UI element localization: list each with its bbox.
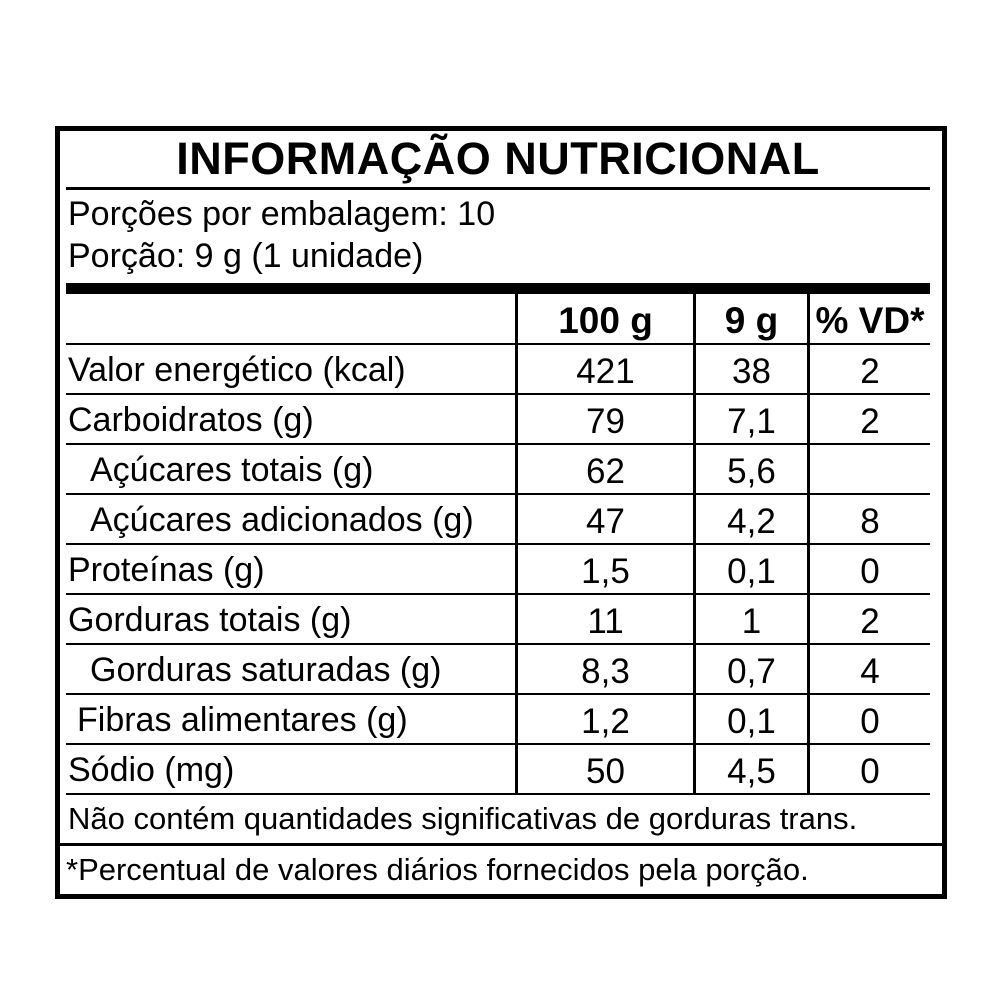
value-percent-dv: 2 <box>807 345 930 393</box>
serving-size: Porção: 9 g (1 unidade) <box>68 237 424 275</box>
value-per-100g: 8,3 <box>515 645 693 693</box>
value-per-serving: 0,1 <box>693 695 807 743</box>
serving-info <box>66 190 930 283</box>
value-per-serving: 0,7 <box>693 645 807 693</box>
panel-content <box>60 131 942 894</box>
value-percent-dv <box>807 445 930 493</box>
header-per-100g: 100 g <box>515 294 693 343</box>
value-per-100g: 11 <box>515 595 693 643</box>
nutrient-name: Carboidratos (g) <box>68 401 314 439</box>
table-row-carboidratos <box>66 393 930 443</box>
nutrient-name: Proteínas (g) <box>68 551 265 589</box>
value-percent-dv: 2 <box>807 595 930 643</box>
value-per-100g: 47 <box>515 495 693 543</box>
value-per-100g: 1,5 <box>515 545 693 593</box>
nutrition-facts-panel <box>55 126 947 899</box>
header-percent-dv: % VD* <box>807 294 930 343</box>
value-per-100g: 1,2 <box>515 695 693 743</box>
servings-per-package: Porções por embalagem: 10 <box>68 195 496 233</box>
value-per-serving: 4,2 <box>693 495 807 543</box>
value-percent-dv: 0 <box>807 745 930 793</box>
trans-fat-note: Não contém quantidades significativas de gorduras trans. <box>66 793 930 843</box>
nutrient-name: Açúcares adicionados (g) <box>90 501 474 539</box>
value-per-serving: 0,1 <box>693 545 807 593</box>
table-row-fibras-alimentares <box>66 693 930 743</box>
value-per-serving: 1 <box>693 595 807 643</box>
value-percent-dv: 2 <box>807 395 930 443</box>
value-percent-dv: 8 <box>807 495 930 543</box>
header-nutrient-column <box>66 294 515 343</box>
value-per-serving: 7,1 <box>693 395 807 443</box>
nutrient-name: Açúcares totais (g) <box>90 451 374 489</box>
value-per-serving: 4,5 <box>693 745 807 793</box>
header-per-serving: 9 g <box>693 294 807 343</box>
table-row-gorduras-totais <box>66 593 930 643</box>
table-row-proteinas <box>66 543 930 593</box>
thick-divider-bar <box>66 283 930 294</box>
nutrient-name: Gorduras saturadas (g) <box>90 651 442 689</box>
table-row-gorduras-saturadas <box>66 643 930 693</box>
table-row-sodio <box>66 743 930 793</box>
nutrient-name: Fibras alimentares (g) <box>77 701 408 739</box>
table-header-row <box>66 294 930 343</box>
table-row-acucares-totais <box>66 443 930 493</box>
value-percent-dv: 0 <box>807 545 930 593</box>
value-percent-dv: 4 <box>807 645 930 693</box>
value-per-serving: 5,6 <box>693 445 807 493</box>
table-row-acucares-adicionados <box>66 493 930 543</box>
table-row-valor-energetico <box>66 343 930 393</box>
value-per-100g: 62 <box>515 445 693 493</box>
value-per-100g: 50 <box>515 745 693 793</box>
daily-value-footnote: *Percentual de valores diários fornecidos pela porção. <box>66 852 809 887</box>
nutrient-name: Valor energético (kcal) <box>68 351 406 389</box>
nutrient-name: Sódio (mg) <box>68 751 235 789</box>
value-percent-dv: 0 <box>807 695 930 743</box>
value-per-serving: 38 <box>693 345 807 393</box>
nutrient-name: Gorduras totais (g) <box>68 601 352 639</box>
panel-title: INFORMAÇÃO NUTRICIONAL <box>176 133 820 184</box>
value-per-100g: 79 <box>515 395 693 443</box>
value-per-100g: 421 <box>515 345 693 393</box>
